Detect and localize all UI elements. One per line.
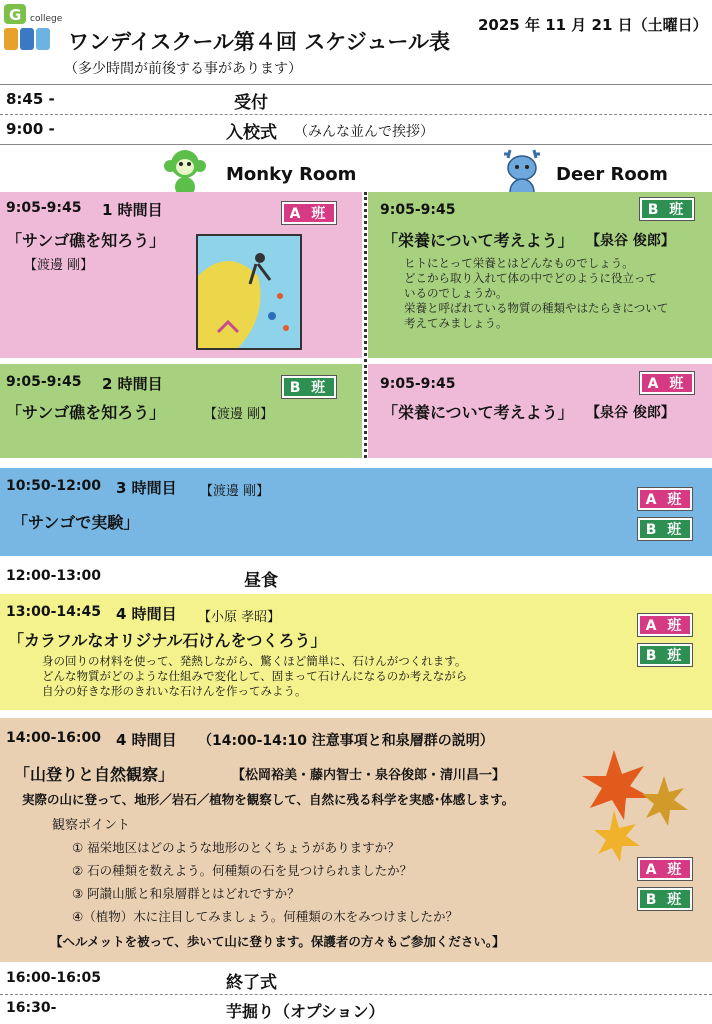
deer1-desc [404,256,668,331]
subtitle: （多少時間が前後する事があります） [64,61,302,77]
period1-title: 「サンゴ礁を知ろう」 [6,231,166,250]
lunch-label: 昼食 [244,571,278,591]
divider [0,84,712,85]
period2-time: 9:05-9:45 [6,374,82,390]
period4-time: 13:00-14:45 [6,604,101,620]
row-closing-time: 16:00-16:05 [6,970,101,986]
logo-text: college [30,14,63,24]
row-ceremony-time: 9:00 - [6,120,55,138]
period5-badge-a: A 班 [638,858,692,880]
period1-badge: A 班 [282,202,336,224]
period2-panel [0,364,362,458]
period2-badge: B 班 [282,376,336,398]
period3-badge-b: B 班 [638,518,692,540]
period5-footer: 【ヘルメットを被って、歩いて山に登ります。保護者の方々もご参加ください。】 [50,934,505,949]
deer2-title: 「栄養について考えよう」 [382,403,574,422]
deer2-time: 9:05-9:45 [380,376,456,392]
deer1-title: 「栄養について考えよう」 [382,231,574,250]
period5-teachers: 【松岡裕美・藤内智士・泉谷俊郎・清川昌一】 [232,768,506,783]
period4-badge-b: B 班 [638,644,692,666]
row-ceremony-note: （みんな並んで挨拶） [294,124,434,140]
row-closing-label: 終了式 [226,973,277,993]
period5-points-label: 観察ポイント [52,818,131,833]
period3-badge-a: A 班 [638,488,692,510]
room-divider [364,192,367,458]
period5-panel [0,718,712,962]
deer2-panel [368,364,712,458]
period5-time: 14:00-16:00 [6,730,101,746]
row-reception-time: 8:45 - [6,90,55,108]
period4-name: 4 時間目 [116,605,177,623]
coral-book-illustration [196,234,302,350]
period5-badge-b: B 班 [638,888,692,910]
period1-panel [0,192,362,358]
period3-panel [0,468,712,556]
divider [0,114,712,115]
desc-line: 身の回りの材料を使って、発熱しながら、驚くほど簡単に、石けんがつくれます。 [42,654,467,668]
divider [0,994,712,995]
point-item: ② 石の種類を数えよう。何種類の石を見つけられましたか？ [72,863,413,878]
desc-line: どんな物質がどのような仕組みで変化して、固まって石けんになるのか考えながら [42,669,468,683]
period4-title: 「カラフルなオリジナル石けんをつくろう」 [8,631,327,650]
period4-badge-a: A 班 [638,614,692,636]
svg-text:G: G [9,6,22,24]
desc-line: 考えてみましょう。 [404,316,508,330]
period5-points [72,836,458,928]
deer2-teacher: 【泉谷 俊郎】 [586,405,675,421]
point-item: ① 福栄地区はどのような地形のとくちょうがありますか？ [72,840,400,855]
room-left-label: Monky Room [226,164,357,185]
deer1-badge: B 班 [640,198,694,220]
period3-teacher: 【渡邊 剛】 [200,484,270,499]
deer1-panel [368,192,712,358]
deer2-badge: A 班 [640,372,694,394]
row-ceremony-label: 入校式 [226,123,277,143]
point-item: ④（植物）木に注目してみましょう。何種類の木をみつけましたか？ [72,909,458,924]
period2-name: 2 時間目 [102,375,163,393]
row-potato-label: 芋掘り（オプション） [226,1002,385,1021]
period1-name: 1 時間目 [102,201,163,219]
row-reception-label: 受付 [234,93,268,113]
desc-line: 自分の好きな形のきれいな石けんを作ってみよう。 [42,684,307,698]
period3-name: 3 時間目 [116,479,177,497]
period4-desc [42,654,467,699]
period3-time: 10:50-12:00 [6,478,101,494]
lunch-time: 12:00-13:00 [6,568,101,584]
autumn-leaves-icon [574,740,694,870]
period5-note: （14:00-14:10 注意事項と和泉層群の説明） [198,733,494,749]
date: 2025 年 11 月 21 日（土曜日） [478,16,708,34]
period4-panel [0,594,712,710]
row-potato-time: 16:30- [6,1000,57,1016]
divider [0,144,712,145]
period2-teacher: 【渡邊 剛】 [204,407,274,422]
period1-time: 9:05-9:45 [6,200,82,216]
period5-name: 4 時間目 [116,731,177,749]
desc-line: ヒトにとって栄養とはどんなものでしょう。 [404,256,634,270]
desc-line: いるのでしょうか。 [404,286,508,300]
period1-teacher: 【渡邊 剛】 [24,258,94,273]
period3-title: 「サンゴで実験」 [12,513,140,532]
period2-title: 「サンゴ礁を知ろう」 [6,403,166,422]
desc-line: 栄養と呼ばれている物質の種類やはたらきについて [404,301,669,315]
room-right-label: Deer Room [556,164,668,185]
period5-title: 「山登りと自然観察」 [14,765,175,784]
logo [4,4,63,54]
period5-desc: 実際の山に登って、地形／岩石／植物を観察して、自然に残る科学を実感･体感します。 [22,792,515,807]
period4-teacher: 【小原 孝昭】 [198,610,281,625]
page-title: ワンデイスクール第４回 スケジュール表 [68,30,450,54]
deer1-time: 9:05-9:45 [380,202,456,218]
point-item: ③ 阿讃山脈と和泉層群とはどれですか？ [72,886,300,901]
desc-line: どこから取り入れて体の中でどのように役立って [404,271,657,285]
deer1-teacher: 【泉谷 俊郎】 [586,233,675,249]
